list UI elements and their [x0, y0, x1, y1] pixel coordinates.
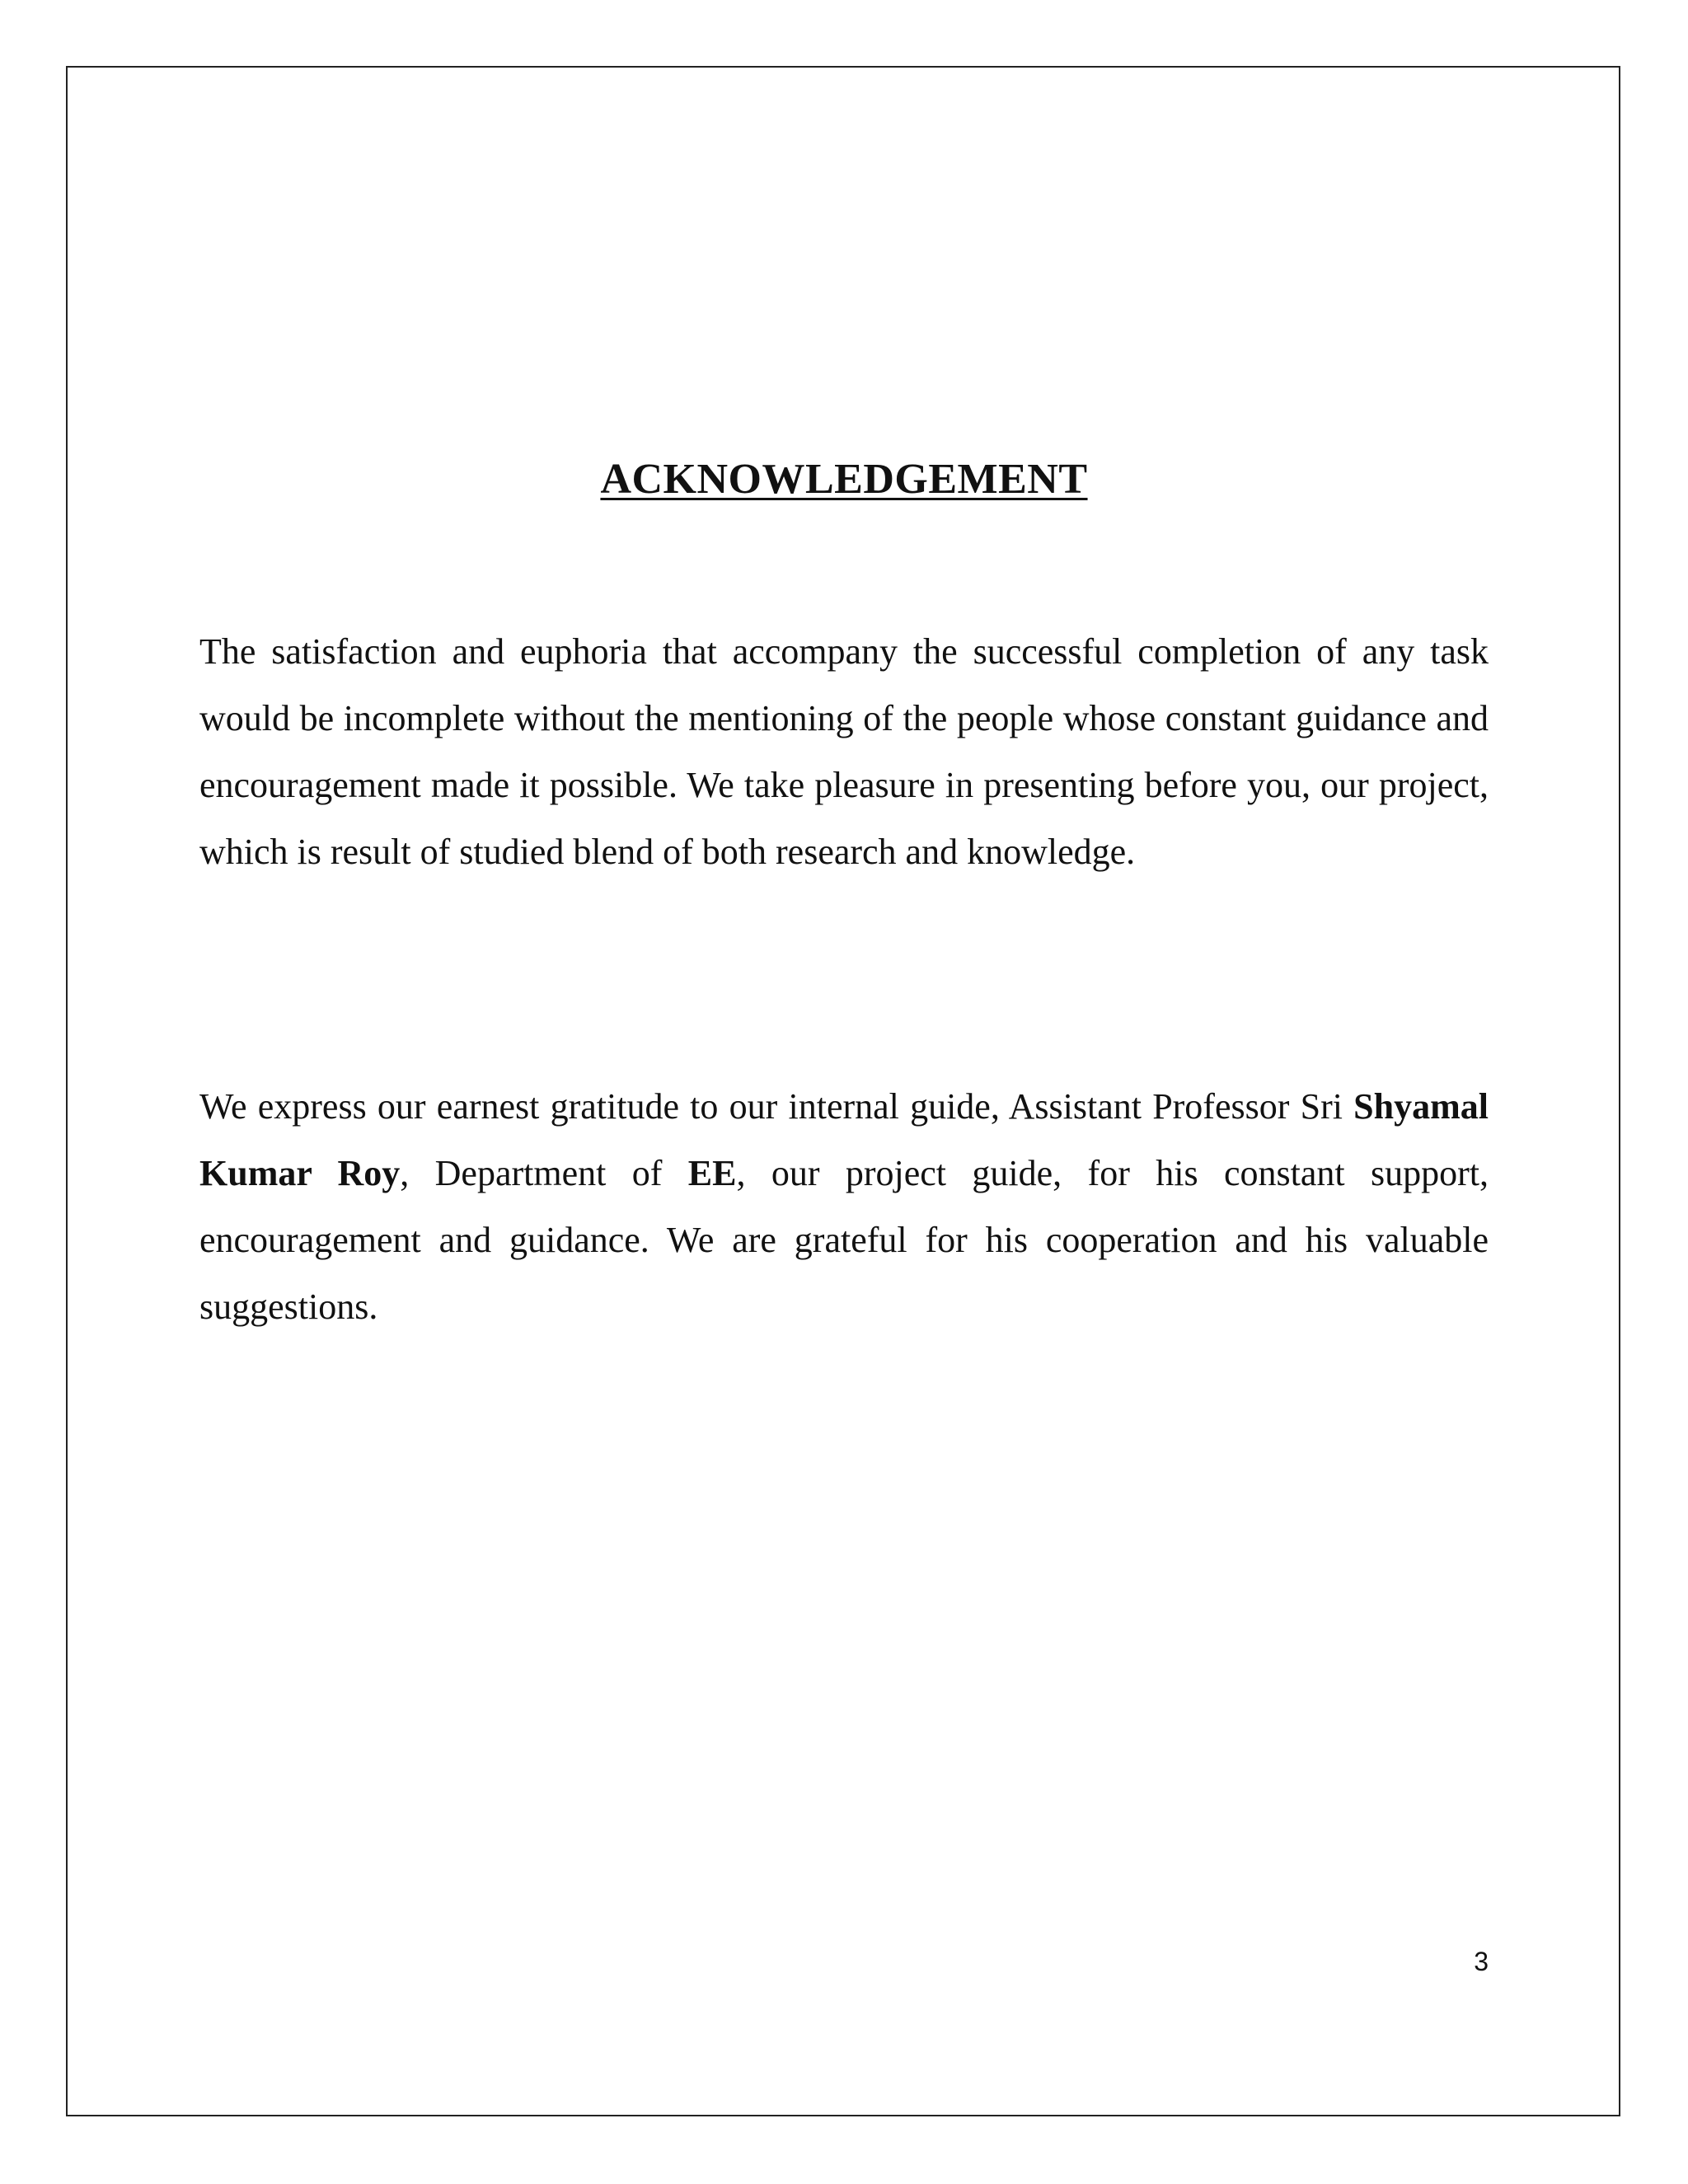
- department-name: EE: [687, 1153, 737, 1193]
- paragraph-2: [199, 1073, 1489, 1340]
- page-title: ACKNOWLEDGEMENT: [600, 456, 1088, 503]
- paragraph-2-text-1: We express our earnest gratitude to our internal guide, Assistant Professor Sri: [199, 1086, 1354, 1127]
- paragraph-2-text-2: , Department of: [400, 1153, 688, 1193]
- paragraph-2-text-3: , our project guide, for his constant support, encouragement and guidance. We are grateful for his cooperation and his valuable suggestions.: [199, 1153, 1489, 1327]
- guide-name: Shyamal Kumar Roy: [199, 1086, 1489, 1193]
- paragraph-1: The satisfaction and euphoria that accompany the successful completion of any task would be incomplete without the mentioning of the people whose constant guidance and encouragement made it possible. We take pleasure in presenting before you, our project, which is result of studied blend of both research and knowledge.: [199, 631, 1489, 872]
- page-number: 3: [1474, 1947, 1489, 1976]
